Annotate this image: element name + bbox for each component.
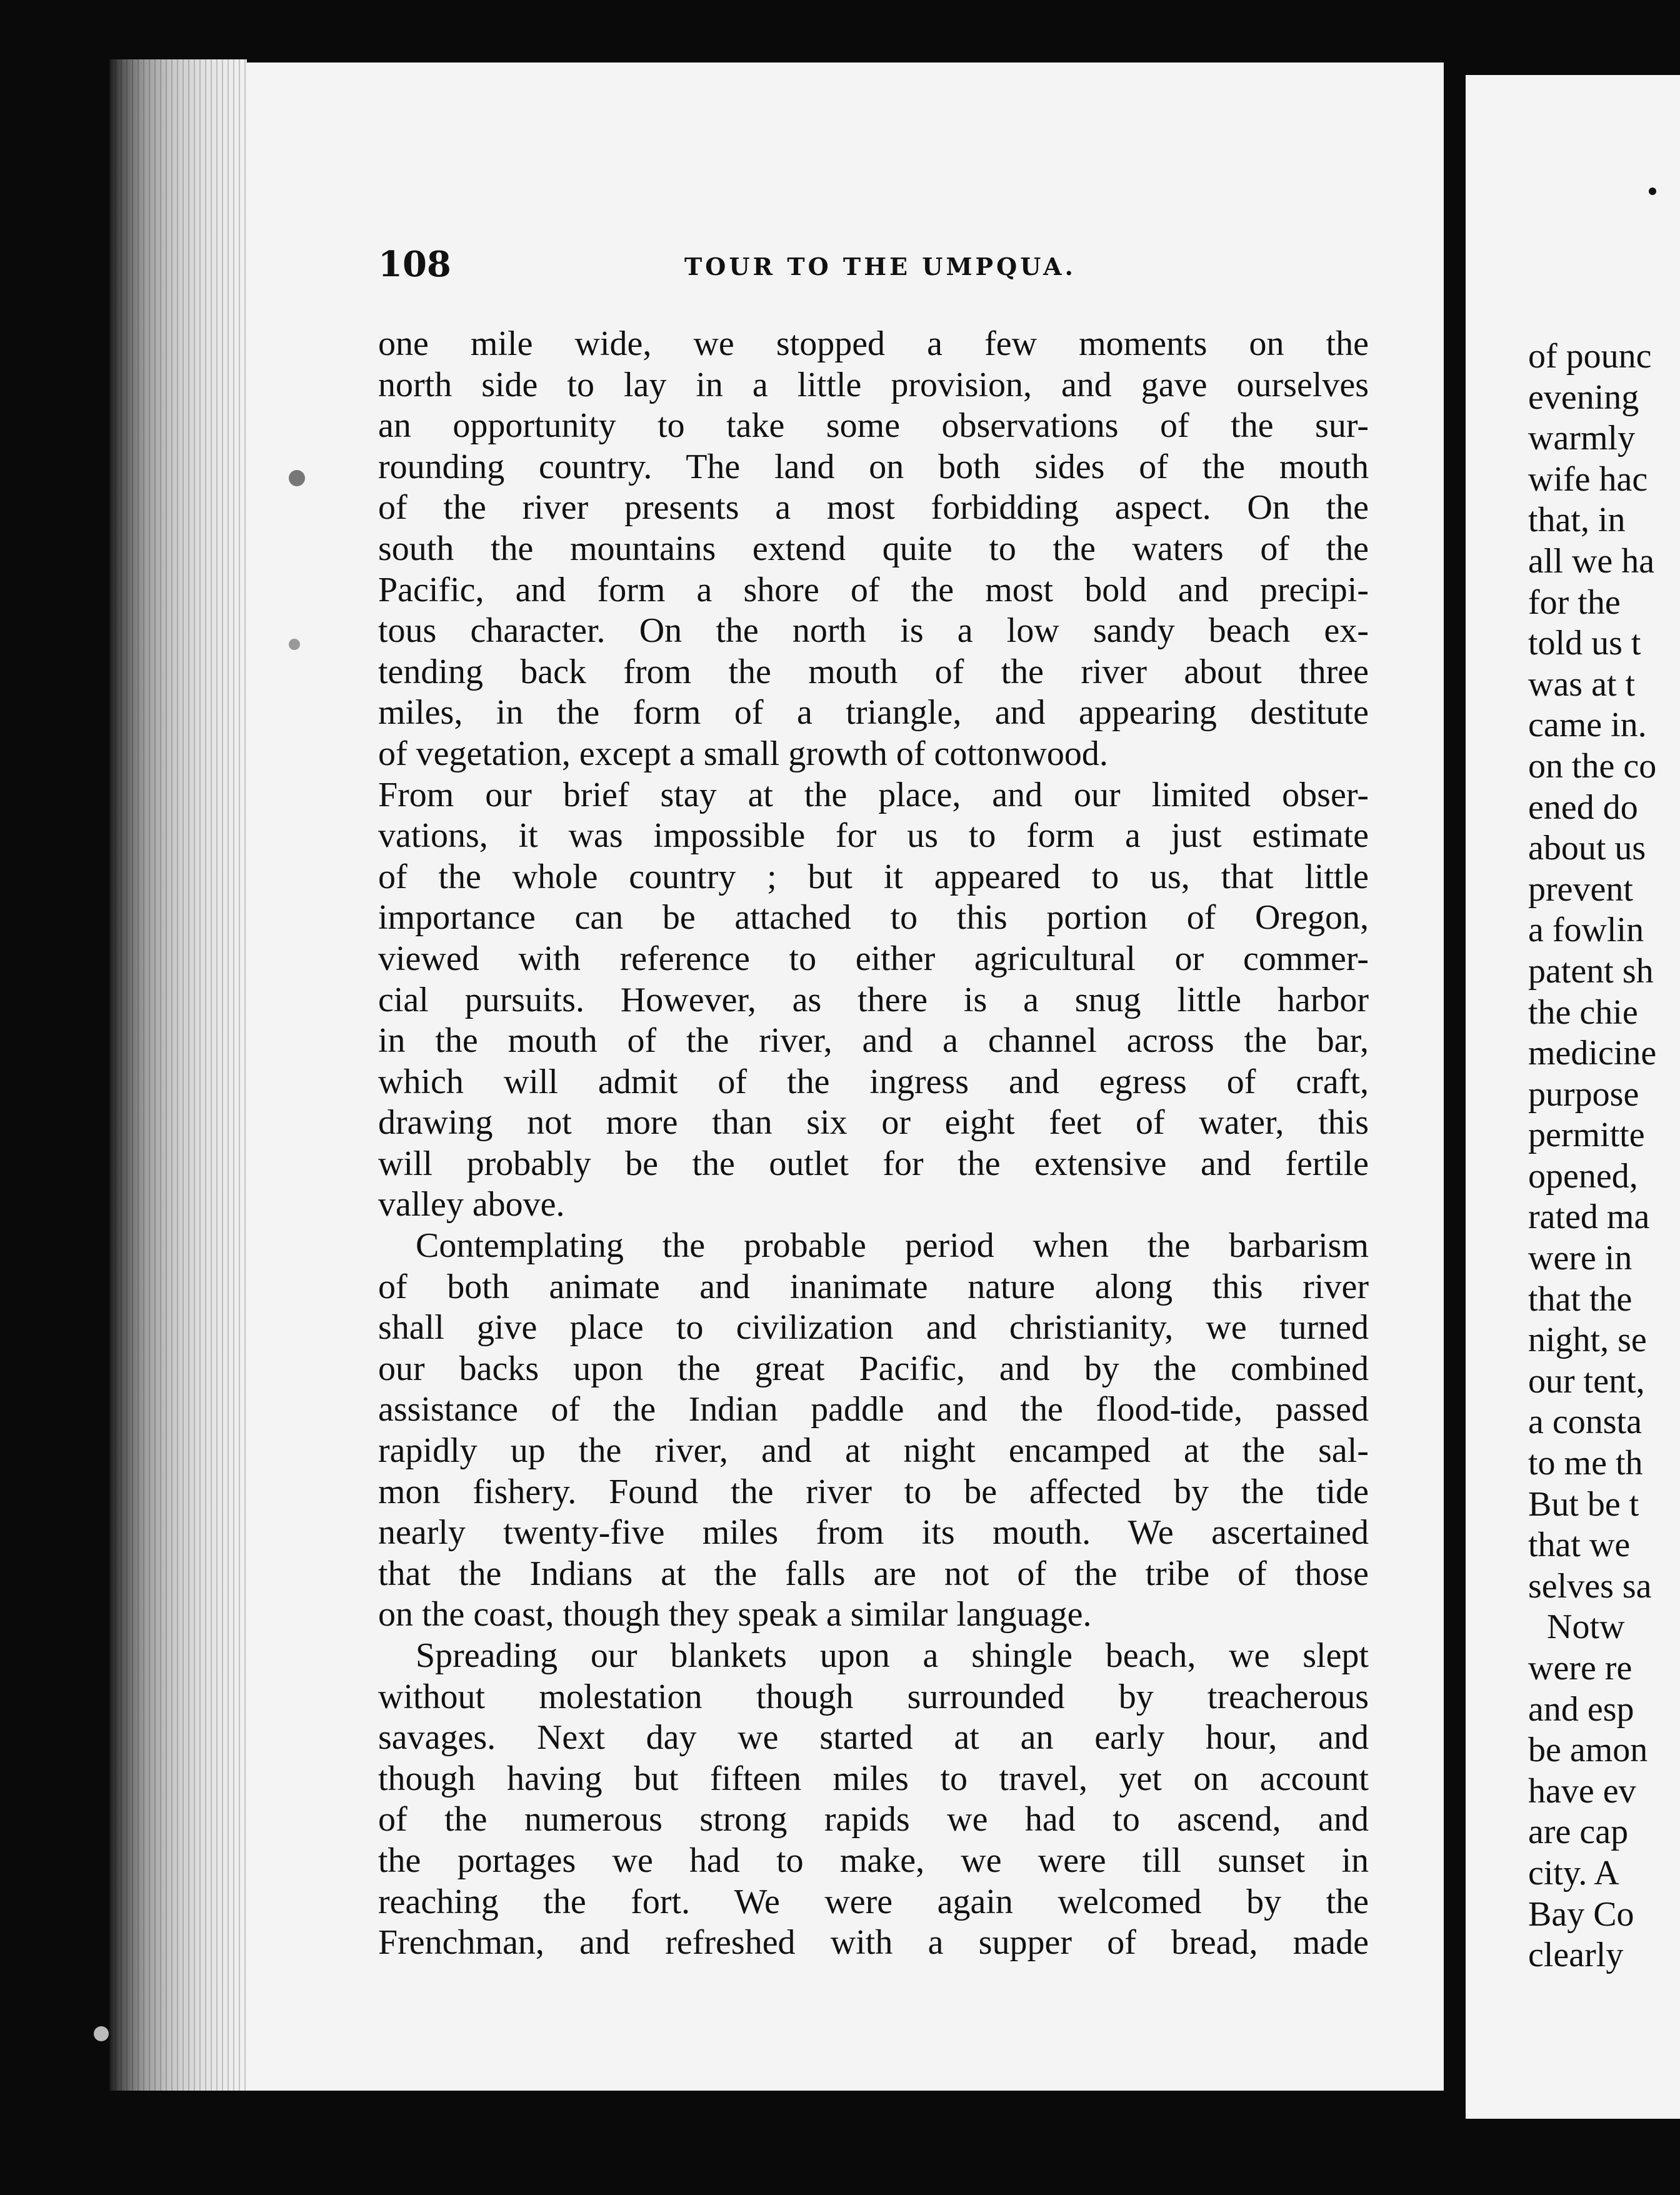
text-line: all we ha: [1528, 541, 1655, 581]
text-line: on the coast, though they speak a similar language.: [378, 1595, 1092, 1634]
text-line: of both animate and inanimate nature along this river: [378, 1267, 1369, 1306]
text-line: drawing not more than six or eight feet of water, this: [378, 1103, 1369, 1142]
text-line: evening: [1528, 378, 1639, 417]
text-line: will probably be the outlet for the extensive and fertile: [378, 1144, 1369, 1183]
text-line: of vegetation, except a small growth of cottonwood.: [378, 734, 1108, 773]
text-line: though having but fifteen miles to travel, yet on account: [378, 1759, 1369, 1798]
text-line: purpose: [1528, 1074, 1639, 1114]
text-line: about us: [1528, 829, 1646, 868]
text-line: vations, it was impossible for us to form a just estimate: [378, 816, 1369, 856]
scan-speck: [1649, 188, 1656, 195]
right-page-body-text: [1528, 336, 1680, 1976]
text-line: of the numerous strong rapids we had to ascend, and: [378, 1800, 1369, 1839]
text-line: which will admit of the ingress and egress of craft,: [378, 1062, 1369, 1101]
text-line: medicine: [1528, 1034, 1657, 1073]
text-line: prevent: [1528, 869, 1633, 909]
text-line: tending back from the mouth of the river about three: [378, 652, 1369, 691]
text-line: on the co: [1528, 746, 1657, 786]
text-line: a fowlin: [1528, 911, 1644, 950]
text-line: importance can be attached to this portion of Oregon,: [378, 898, 1369, 938]
text-line: cial pursuits. However, as there is a snug little harbor: [378, 980, 1369, 1019]
text-line: were in: [1528, 1239, 1632, 1278]
text-line: Contemplating the probable period when the barbarism: [416, 1226, 1369, 1266]
text-line: be amon: [1528, 1731, 1648, 1770]
left-page: [247, 62, 1444, 2091]
text-line: our backs upon the great Pacific, and by the combined: [378, 1349, 1369, 1388]
text-line: to me th: [1528, 1444, 1643, 1483]
text-line: wife hac: [1528, 459, 1648, 499]
scan-speck: [289, 639, 300, 650]
text-line: permitte: [1528, 1116, 1645, 1155]
text-line: of pounc: [1528, 337, 1652, 376]
text-line: Frenchman, and refreshed with a supper of bread, made: [378, 1923, 1369, 1962]
text-line: rapidly up the river, and at night encamped at the sal-: [378, 1431, 1369, 1471]
text-line: opened,: [1528, 1156, 1638, 1196]
text-line: one mile wide, we stopped a few moments on the: [378, 324, 1369, 363]
text-line: are cap: [1528, 1812, 1629, 1852]
text-line: an opportunity to take some observations of the sur-: [378, 406, 1369, 446]
text-line: was at t: [1528, 664, 1636, 704]
left-page-body-text: [378, 324, 1369, 1964]
text-line: night, se: [1528, 1321, 1647, 1360]
text-line: Notw: [1547, 1608, 1625, 1647]
text-line: savages. Next day we started at an early hour, and: [378, 1718, 1369, 1758]
text-line: and esp: [1528, 1689, 1634, 1729]
text-line: miles, in the form of a triangle, and appearing destitute: [378, 693, 1369, 732]
text-line: in the mouth of the river, and a channel across the bar,: [378, 1021, 1369, 1061]
text-line: ened do: [1528, 788, 1638, 827]
text-line: without molestation though surrounded by treacherous: [378, 1677, 1369, 1716]
book-page-edge: [109, 59, 247, 2091]
text-line: patent sh: [1528, 951, 1654, 991]
text-line: tous character. On the north is a low sandy beach ex-: [378, 611, 1369, 651]
text-line: the chie: [1528, 992, 1638, 1032]
text-line: reaching the fort. We were again welcomed by the: [378, 1882, 1369, 1921]
text-line: that we: [1528, 1526, 1631, 1565]
text-line: nearly twenty-five miles from its mouth. We ascertained: [378, 1513, 1369, 1552]
text-line: that the Indians at the falls are not of the tribe of those: [378, 1554, 1369, 1593]
text-line: From our brief stay at the place, and our limited obser-: [378, 775, 1369, 814]
text-line: Spreading our blankets upon a shingle beach, we slept: [416, 1636, 1369, 1675]
text-line: viewed with reference to either agricultural or commer-: [378, 939, 1369, 978]
text-line: north side to lay in a little provision, and gave ourselves: [378, 365, 1369, 404]
text-line: rated ma: [1528, 1198, 1650, 1237]
running-head: TOUR TO THE UMPQUA.: [684, 252, 1076, 281]
text-line: have ev: [1528, 1771, 1636, 1811]
text-line: clearly: [1528, 1936, 1624, 1975]
right-page: [1466, 75, 1680, 2119]
text-line: rounding country. The land on both sides of the mouth: [378, 447, 1369, 486]
text-line: that, in: [1528, 501, 1626, 540]
text-line: But be t: [1528, 1484, 1639, 1524]
text-line: warmly: [1528, 419, 1636, 458]
text-line: a consta: [1528, 1402, 1642, 1442]
text-line: shall give place to civilization and christianity, we turned: [378, 1308, 1369, 1348]
text-line: were re: [1528, 1649, 1632, 1688]
text-line: came in.: [1528, 706, 1647, 745]
text-line: selves sa: [1528, 1566, 1652, 1606]
text-line: south the mountains extend quite to the waters of the: [378, 529, 1369, 568]
text-line: that the: [1528, 1279, 1632, 1319]
text-line: valley above.: [378, 1185, 565, 1224]
text-line: assistance of the Indian paddle and the flood-tide, passed: [378, 1390, 1369, 1429]
text-line: of the river presents a most forbidding aspect. On the: [378, 488, 1369, 528]
text-line: city. A: [1528, 1853, 1619, 1892]
text-line: told us t: [1528, 624, 1641, 663]
text-line: the portages we had to make, we were till sunset in: [378, 1841, 1369, 1880]
scan-speck: [94, 2026, 109, 2041]
text-line: of the whole country ; but it appeared to us, that little: [378, 857, 1369, 896]
text-line: Pacific, and form a shore of the most bold and precipi-: [378, 570, 1369, 609]
text-line: Bay Co: [1528, 1894, 1634, 1934]
text-line: our tent,: [1528, 1361, 1645, 1401]
page-number: 108: [378, 244, 451, 285]
scan-speck: [289, 470, 305, 486]
text-line: mon fishery. Found the river to be affected by the tide: [378, 1472, 1369, 1511]
text-line: for the: [1528, 582, 1621, 622]
page-header: [378, 244, 1259, 294]
